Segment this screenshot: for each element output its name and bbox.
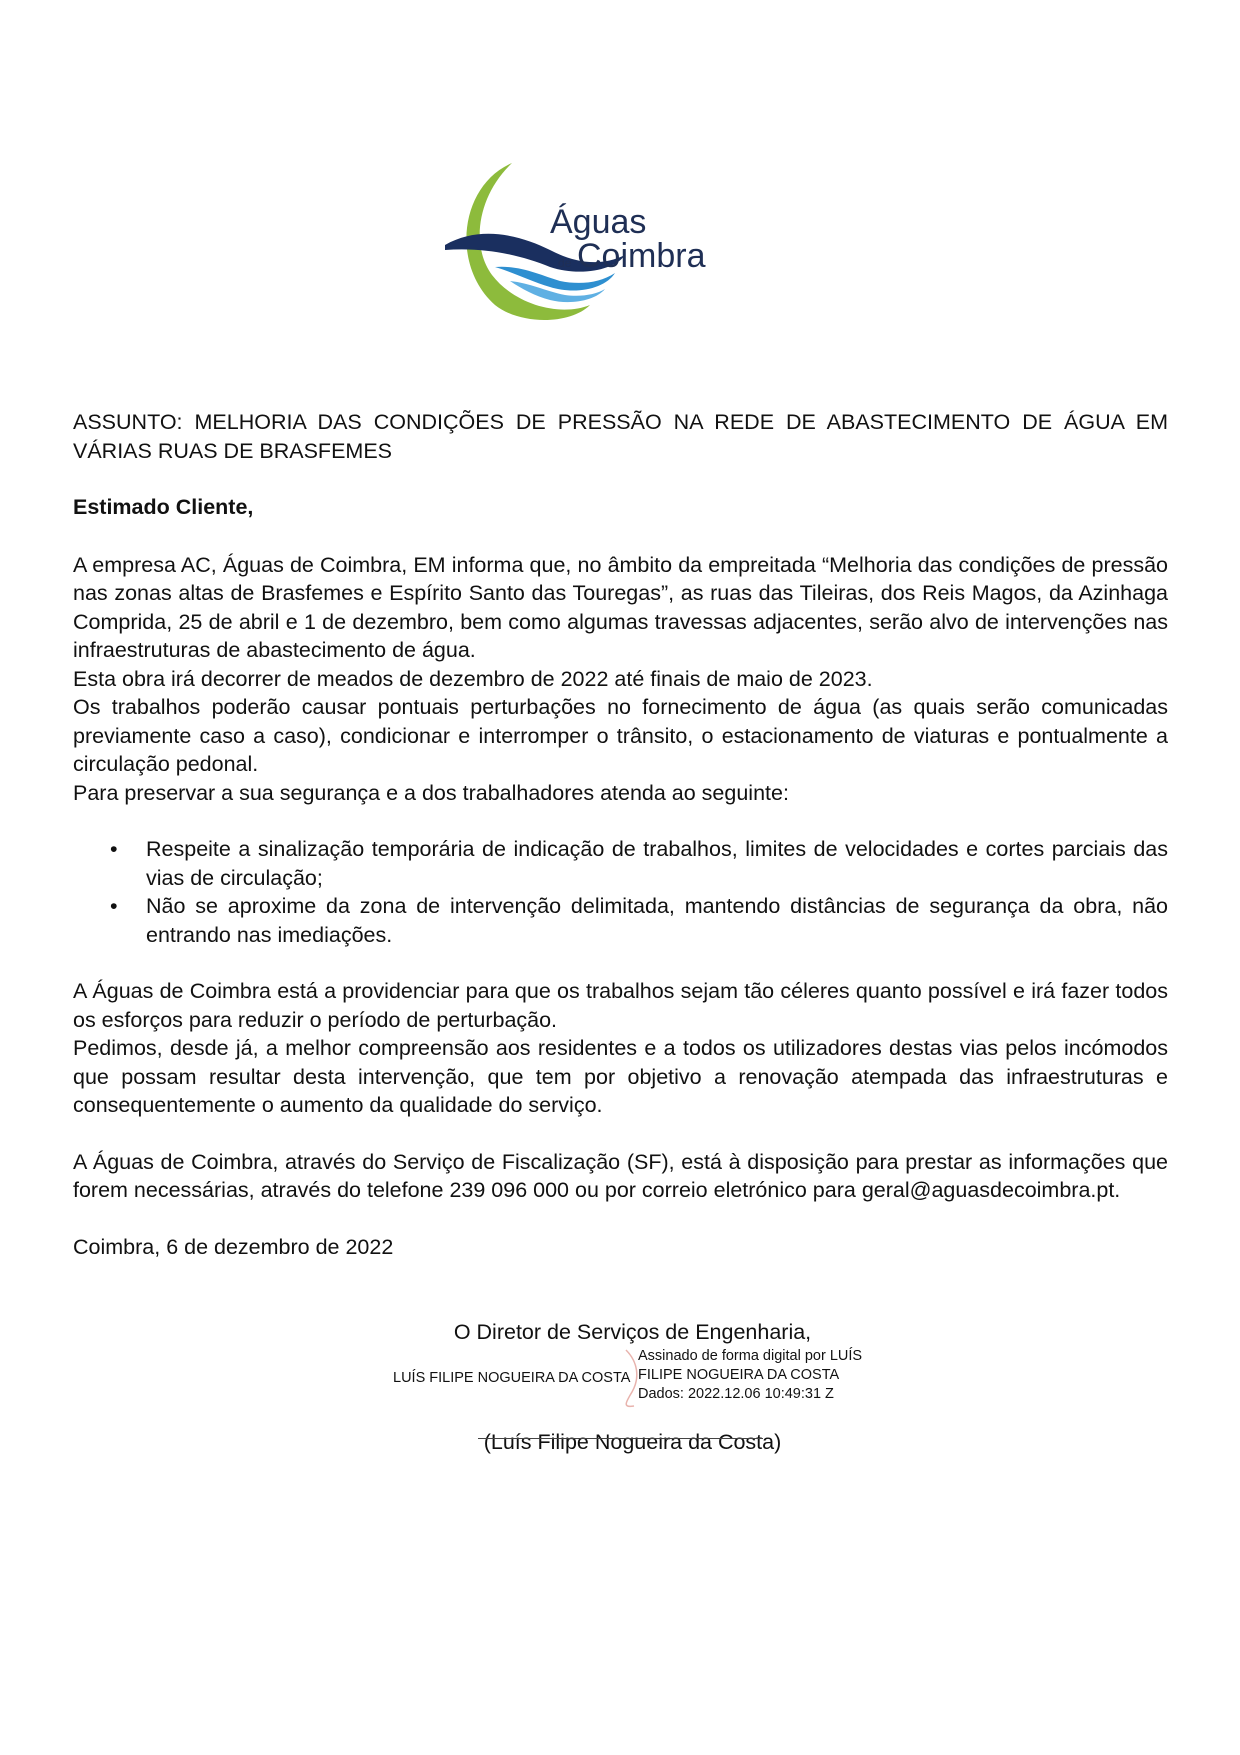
list-item (73, 835, 1168, 892)
signatory-printed-name: (Luís Filipe Nogueira da Costa) (483, 1430, 782, 1454)
logo-graphic (440, 155, 810, 325)
safety-list (73, 835, 1168, 949)
digital-signature-line: FILIPE NOGUEIRA DA COSTA (638, 1367, 840, 1383)
paragraph-duration: Esta obra irá decorrer de meados de dezembro de 2022 até finais de maio de 2023. (73, 666, 873, 691)
subject-line: ASSUNTO: MELHORIA DAS CONDIÇÕES DE PRESSÃO NA REDE DE ABASTECIMENTO DE ÁGUA EM VÁRIAS RUAS DE BRASFEMES (73, 410, 1168, 463)
list-item-text: Não se aproxime da zona de intervenção delimitada, mantendo distâncias de segurança da obra, não entrando nas imediações. (146, 894, 1168, 947)
place-date: Coimbra, 6 de dezembro de 2022 (73, 1234, 394, 1259)
digital-signature-line: Assinado de forma digital por LUÍS (638, 1348, 863, 1364)
aguas-de-coimbra-logo (440, 155, 810, 325)
digital-signature-details (638, 1347, 862, 1404)
letter-body (73, 408, 1168, 1261)
digital-signature-name: LUÍS FILIPE NOGUEIRA DA COSTA (393, 1370, 631, 1386)
signature-section (0, 1318, 1240, 1455)
paragraph-safety-intro: Para preservar a sua segurança e a dos trabalhadores atenda ao seguinte: (73, 780, 789, 805)
paragraph-apology: Pedimos, desde já, a melhor compreensão aos residentes e a todos os utilizadores destas vias pelos incómodos que possam resultar desta intervenção, que tem por objetivo a renovação atempada das infraestruturas e consequentemente o aumento da qualidade do serviço. (73, 1036, 1168, 1117)
paragraph-commitment: A Águas de Coimbra está a providenciar para que os trabalhos sejam tão céleres quanto possível e irá fazer todos os esforços para reduzir o período de perturbação. (73, 979, 1168, 1032)
paragraph-disruptions: Os trabalhos poderão causar pontuais perturbações no fornecimento de água (as quais serão comunicadas previamente caso a caso), condicionar e interromper o trânsito, o estacionamento de viaturas e pontualmente a circulação pedonal. (73, 695, 1168, 776)
paragraph-contact: A Águas de Coimbra, através do Serviço de Fiscalização (SF), está à disposição para prestar as informações que forem necessárias, através do telefone 239 096 000 ou por correio eletrónico para geral@aguasdecoimbra.pt. (73, 1149, 1168, 1202)
paragraph-intro: A empresa AC, Águas de Coimbra, EM informa que, no âmbito da empreitada “Melhoria das condições de pressão nas zonas altas de Brasfemes e Espírito Santo das Touregas”, as ruas das Tileiras, dos Reis Magos, da Azinhaga Comprida, 25 de abril e 1 de dezembro, bem como algumas travessas adjacentes, serão alvo de intervenções nas infraestruturas de abastecimento de água. (73, 552, 1168, 662)
logo-word-aguas: Águas (550, 203, 647, 241)
signature-rule (478, 1438, 763, 1439)
list-item (73, 892, 1168, 949)
logo-word-de: de (558, 256, 572, 270)
bullet-icon: • (110, 837, 118, 861)
logo-word-coimbra: Coimbra (577, 237, 706, 275)
digital-signature-block (0, 1346, 1240, 1416)
signatory-role: O Diretor de Serviços de Engenharia, (453, 1320, 812, 1344)
digital-signature-line: Dados: 2022.12.06 10:49:31 Z (638, 1386, 834, 1402)
bullet-icon: • (110, 894, 118, 918)
list-item-text: Respeite a sinalização temporária de indicação de trabalhos, limites de velocidades e cortes parciais das vias de circulação; (146, 837, 1168, 890)
greeting: Estimado Cliente, (73, 495, 254, 519)
